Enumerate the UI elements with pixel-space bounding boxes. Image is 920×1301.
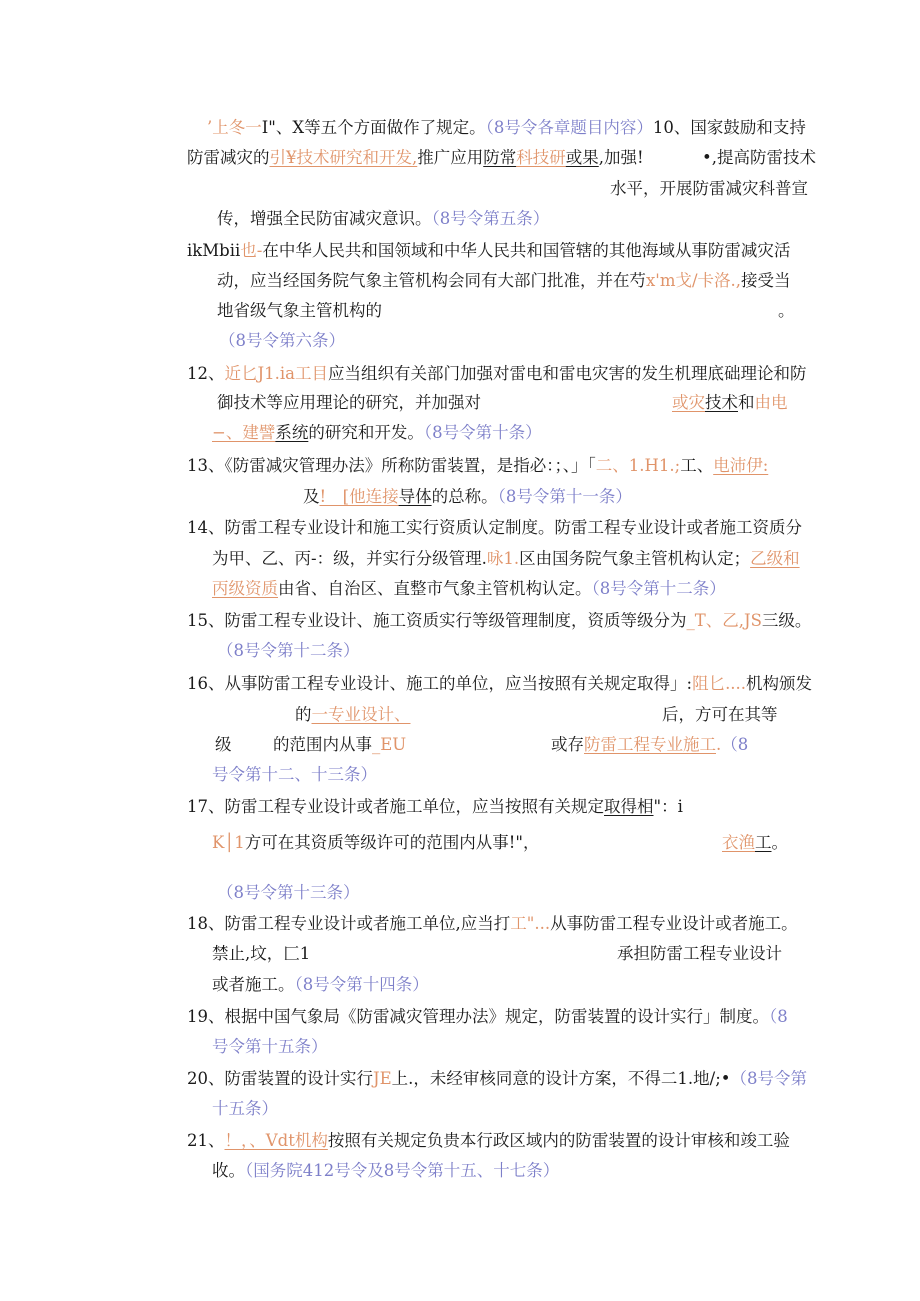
text-line [217, 392, 481, 414]
citation: （8号令第十一条） [497, 487, 632, 506]
text-segment: 和 [738, 393, 755, 412]
text-segment: 禁止,坟，匚1 [212, 944, 311, 963]
text-segment: ikMbii [187, 241, 241, 260]
text-line [187, 673, 812, 695]
text-line [187, 147, 644, 169]
filled-answer: ! [他连接 [319, 487, 399, 506]
text-segment: 推广应用 [417, 148, 484, 167]
citation: 十五条） [212, 1099, 278, 1118]
text-segment: 或存 [551, 735, 584, 754]
filled-answer: 一专业设计、 [311, 705, 411, 724]
citation: （8 [769, 1007, 788, 1026]
text-segment: 地省级气象主管机构的 [217, 301, 382, 320]
text-line [215, 734, 232, 756]
filled-answer: 二、1.H1.; [595, 456, 681, 475]
text-segment: 19、根据中国气象局《防雷减灾管理办法》规定，防雷装置的设计实行」制度。 [187, 1007, 769, 1026]
text-segment: 在中华人民共和国领域和中华人民共和国管辖的其他海域从事防雷减灾活 [262, 241, 791, 260]
filled-answer: 防雷工程专业施工 [584, 735, 716, 754]
text-line [187, 363, 806, 385]
text-line [212, 1098, 278, 1120]
filled-answer: 乙级和 [750, 549, 800, 568]
text-line [219, 330, 345, 352]
filled-answer: 由电 [754, 393, 788, 412]
text-segment: 传，增强全民防宙减灾意识。 [217, 209, 432, 228]
text-segment: 20、防雷装置的设计实行 [187, 1069, 373, 1088]
text-segment: 由省、自治区、直整市气象主管机构认定。 [278, 579, 592, 598]
citation: （8号令各章题目内容） [485, 118, 653, 137]
text-segment: 御技术等应用理论的研究，并加强对 [217, 393, 481, 412]
filled-answer: 近匕J1.ia工目 [224, 364, 328, 383]
text-line [212, 548, 800, 570]
filled-answer: JE [373, 1069, 392, 1088]
filled-answer: x'm戈/卡洛., [646, 271, 742, 290]
text-segment: 承担防雷工程专业设计 [617, 944, 782, 963]
text-line [778, 300, 795, 322]
text-segment: 16、从事防雷工程专业设计、施工的单位，应当按照有关规定取得」: [187, 674, 693, 693]
text-line [212, 422, 542, 444]
text-segment: 工 [755, 833, 772, 852]
citation: 号令第十五条） [212, 1037, 328, 1056]
citation: （8号令第十三条） [217, 883, 360, 902]
text-line [187, 1130, 790, 1152]
text-segment: 方可在其资质等级许可的范围内从事!"， [244, 833, 540, 852]
text-line [217, 882, 360, 904]
filled-answer: . [716, 735, 722, 754]
text-line [187, 517, 802, 539]
citation: （8号令第十二条） [217, 641, 360, 660]
citation: （8号令第 [730, 1069, 808, 1088]
text-segment: 17、防雷工程专业设计或者施工单位，应当按照有关规定 [187, 797, 604, 816]
text-line [273, 734, 406, 756]
text-segment: 。 [778, 301, 795, 320]
filled-answer: ’上冬一 [207, 118, 262, 137]
text-segment: 按照有关规定负贵本行政区域内的防雷装置的设计审核和竣工验 [327, 1131, 790, 1150]
citation: （8号令第十二条） [591, 579, 726, 598]
filled-answer: 丙级资质 [212, 579, 278, 598]
text-segment: 21、 [187, 1131, 225, 1150]
filled-answer: ！，、Vdt机构 [224, 1131, 328, 1150]
text-segment: 机构颁发 [746, 674, 813, 693]
text-line [187, 240, 790, 262]
text-line [217, 300, 382, 322]
text-segment: 及 [303, 487, 320, 506]
text-segment: 导体 [398, 487, 432, 506]
filled-answer: 阻匕.... [692, 674, 747, 693]
filled-answer: 电沛伊: [713, 456, 769, 475]
text-line [212, 943, 310, 965]
text-line [662, 704, 778, 726]
text-line [187, 796, 683, 818]
citation: （8号令第六条） [219, 331, 345, 350]
text-segment: •,提高防雷技术 [702, 148, 816, 167]
text-line [295, 704, 411, 726]
text-segment: 动，应当经国务院气象主管机构会同有大部门批准，并在芍 [217, 271, 646, 290]
filled-answer: 咏1. [486, 549, 520, 568]
text-line [187, 610, 811, 632]
text-segment: 工、 [680, 456, 714, 475]
citation: （8号令第十四条） [294, 975, 429, 994]
text-segment: 或者施工。 [212, 975, 295, 994]
filled-answer: _T、乙,JS [686, 611, 762, 630]
text-segment: 15、防雷工程专业设计、施工资质实行等级管理制度，资质等级分为 [187, 611, 687, 630]
text-segment: 12、 [187, 364, 225, 383]
text-segment: 为甲、乙、丙-：级，并实行分级管理. [212, 549, 487, 568]
filled-answer: 衣渔 [722, 833, 755, 852]
text-line [217, 270, 791, 292]
filled-answer: 或灾 [672, 393, 705, 412]
filled-answer: 科技研 [516, 148, 566, 167]
text-segment: 从事防雷工程专业设计或者施工。 [550, 914, 798, 933]
text-segment: "：i [653, 797, 683, 816]
text-line [187, 913, 798, 935]
text-line [212, 1036, 328, 1058]
text-line [702, 147, 816, 169]
text-segment: 取得相 [604, 797, 654, 816]
citation: 号令第十二、十三条） [212, 765, 377, 784]
filled-answer: _EU [372, 735, 407, 754]
text-segment: ,加强! [598, 148, 644, 167]
text-segment: 防雷减灾的 [187, 148, 270, 167]
text-segment: 技术 [705, 393, 738, 412]
text-segment: 的研究和开发。 [308, 423, 424, 442]
text-line [303, 486, 632, 508]
text-segment: 接受当 [741, 271, 791, 290]
text-line [187, 1006, 788, 1028]
citation: （8号令第五条） [431, 209, 550, 228]
text-segment: 收。 [212, 1161, 245, 1180]
filled-answer: 引¥技术研究和开发, [269, 148, 418, 167]
text-line [212, 832, 540, 854]
text-segment: 级 [215, 735, 232, 754]
text-segment: 。 [771, 833, 788, 852]
text-line [217, 640, 360, 662]
text-line [187, 455, 768, 477]
citation: （8 [721, 735, 749, 754]
text-line [212, 1160, 559, 1182]
filled-answer: 工"... [510, 914, 551, 933]
text-segment: 后，方可在其等 [662, 705, 778, 724]
text-segment: 应当组织有关部门加强对雷电和雷电灾害的发生机理底础理论和防 [327, 364, 807, 383]
text-line [212, 578, 726, 600]
text-segment: 系统 [275, 423, 309, 442]
filled-answer: K│1 [212, 833, 245, 852]
text-line [217, 208, 549, 230]
text-line [672, 392, 788, 414]
text-line [610, 178, 808, 200]
text-segment: 的总称。 [431, 487, 498, 506]
text-segment: 的 [295, 705, 312, 724]
text-segment: 防常 [483, 148, 517, 167]
text-segment: 14、防雷工程专业设计和施工实行资质认定制度。防雷工程专业设计或者施工资质分 [187, 518, 802, 537]
text-line [212, 974, 429, 996]
text-line [617, 943, 782, 965]
text-line [187, 1068, 807, 1090]
filled-answer: 也- [240, 241, 263, 260]
text-line [207, 117, 806, 139]
citation: （8号令第十条） [423, 423, 542, 442]
filled-answer: −、建譬 [212, 423, 276, 442]
citation: （国务院412号令及8号令第十五、十七条） [245, 1161, 560, 1180]
text-segment: 上.，未经审核同意的设计方案，不得二1.地/;• [391, 1069, 731, 1088]
text-segment: 18、防雷工程专业设计或者施工单位,应当打 [187, 914, 511, 933]
text-line [722, 832, 788, 854]
text-segment: 水平，开展防雷减灾科普宣 [610, 179, 808, 198]
text-segment: 13、《防雷减灾管理办法》所称防雷装置，是指必：；、」「 [187, 456, 596, 475]
text-line [212, 764, 377, 786]
text-segment: 10、国家鼓励和支持 [652, 118, 806, 137]
text-segment: I"、X等五个方面做作了规定。 [261, 118, 486, 137]
text-segment: 或果 [565, 148, 599, 167]
text-segment: 区由国务院气象主管机构认定； [519, 549, 751, 568]
text-segment: 的范围内从事 [273, 735, 372, 754]
text-line [551, 734, 748, 756]
text-segment: 三级。 [761, 611, 812, 630]
